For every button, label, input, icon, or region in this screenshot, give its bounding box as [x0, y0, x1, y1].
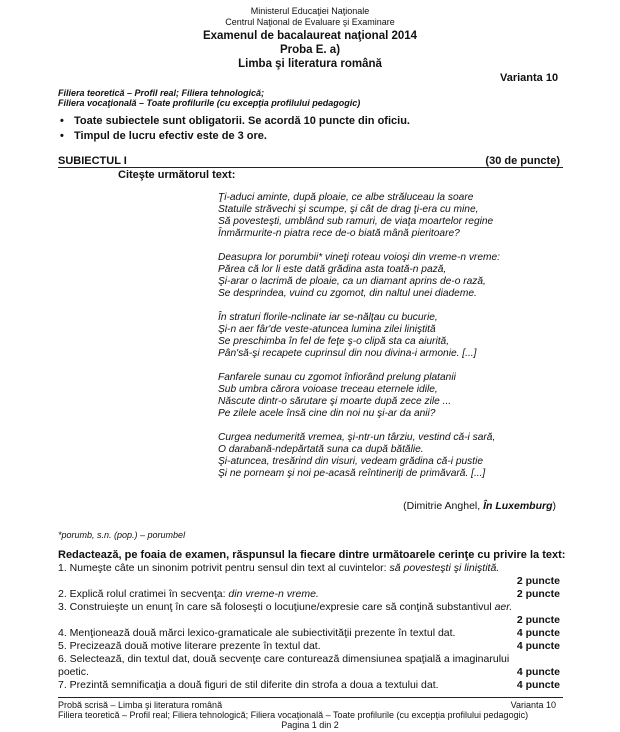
- poem-line: Şi-n aer fâr'de veste-atuncea lumina zilei liniştită: [218, 324, 436, 335]
- poem-line: Statuile străvechi şi scumpe, şi cât de drag ţi-era cu mine,: [218, 204, 479, 215]
- task-4-points: 4 puncte: [516, 627, 560, 639]
- instruction-2: [60, 130, 267, 142]
- poem-line: Deasupra lor porumbii* vineţi roteau voioşi din vreme-n vreme:: [218, 252, 500, 263]
- attribution-close: ): [552, 500, 556, 512]
- section-points: (30 de puncte): [485, 155, 560, 167]
- poem-line: Sub umbra cărora voioase treceau eternele idile,: [218, 384, 438, 395]
- poem-stanza: [218, 432, 500, 480]
- poem-stanza: [218, 372, 500, 420]
- task-2: [58, 588, 319, 600]
- poem-line: În straturi florile-nclinate iar se-nălţau cu bucurie,: [218, 312, 438, 323]
- section-divider: [58, 167, 563, 168]
- tasks-intro: Redactează, pe foaia de examen, răspunsul la fiecare dintre următoarele cerinţe cu privire la text:: [58, 549, 566, 561]
- poem-line: Ţi-aduci aminte, după ploaie, ce albe străluceau la soare: [218, 192, 474, 203]
- footer-page-number: Pagina 1 din 2: [281, 720, 339, 730]
- filiera-line-1: Filiera teoretică – Profil real; Filiera tehnologică;: [58, 88, 265, 98]
- poem-line: Să povesteşti, umblând sub ramuri, de viaţa moartelor regine: [218, 216, 494, 227]
- poem-stanza: [218, 312, 500, 360]
- poem-line: Curgea nedumerită vremea, şi-ntr-un târziu, vestind că-i sară,: [218, 432, 496, 443]
- work-title: În Luxemburg: [483, 500, 553, 512]
- variant-label: Varianta 10: [500, 72, 559, 84]
- ministry-name: Ministerul Educaţiei Naţionale: [250, 6, 370, 16]
- footer-divider: [58, 697, 563, 698]
- task-5: 5. Precizează două motive literare prezente în textul dat.: [58, 640, 321, 652]
- task-6: 6. Selectează, din textul dat, două secvenţe care conturează dimensiunea spaţială a imaginarului: [58, 653, 510, 665]
- poem: [218, 192, 500, 480]
- poem-line: Pân'să-şi recapete cuprinsul din nou divina-i armonie. [...]: [218, 348, 477, 359]
- footer-filiera: Filiera teoretică – Profil real; Filiera tehnologică; Filiera vocaţională – Toate profilurile (cu excepţia profilului pedagogic): [58, 710, 529, 720]
- footnote: *porumb, s.n. (pop.) – porumbel: [58, 530, 186, 540]
- task-1-points: 2 puncte: [516, 575, 560, 587]
- poem-line: Pe zilele acele însă cine din noi nu şi-ar da anii?: [218, 408, 436, 419]
- exam-title: Examenul de bacalaureat naţional 2014: [202, 30, 418, 42]
- task-quote: din vreme-n vreme.: [228, 588, 319, 600]
- poem-line: Înmărmurite-n piatra rece de-o biată mână pieritoare?: [218, 228, 460, 239]
- task-4: 4. Menţionează două mărci lexico-gramaticale ale subiectivităţii prezente în textul dat.: [58, 627, 456, 639]
- task-text: 1. Numeşte câte un sinonim potrivit pentru sensul din text al cuvintelor:: [58, 562, 390, 574]
- bullet-icon: •: [60, 130, 64, 142]
- task-6-points: 4 puncte: [516, 666, 560, 678]
- task-2-points: 2 puncte: [516, 588, 560, 600]
- instruction-1: [60, 115, 410, 127]
- subject-title: Limba şi literatura română: [238, 58, 382, 70]
- task-1: [58, 562, 499, 574]
- poem-stanza: [218, 252, 500, 300]
- filiera-line-2: Filiera vocaţională – Toate profilurile (cu excepţia profilului pedagogic): [58, 98, 361, 108]
- center-name: Centrul Naţional de Evaluare şi Examinare: [225, 17, 395, 27]
- section-title: SUBIECTUL I: [58, 155, 127, 167]
- poem-line: Se preschimba în fel de feţe ş-o clipă sta ca aiurită,: [218, 336, 450, 347]
- task-7: 7. Prezintă semnificaţia a două figuri de stil diferite din strofa a doua a textului dat.: [58, 679, 439, 691]
- poem-line: Părea că lor li este dată grădina asta toată-n pază,: [218, 264, 447, 275]
- poem-line: O darabană-ndepărtată suna ca după bătălie.: [218, 444, 424, 455]
- poem-line: Şi ne porneam şi noi pe-acasă reîntineriţi de primăvară. [...]: [218, 468, 486, 479]
- bullet-icon: •: [60, 115, 64, 127]
- task-6-continued: poetic.: [58, 666, 89, 678]
- instruction-text: Toate subiectele sunt obligatorii. Se acordă 10 puncte din oficiu.: [74, 115, 410, 127]
- task-7-points: 4 puncte: [516, 679, 560, 691]
- task-quote: să povesteşti şi liniştită.: [389, 562, 500, 574]
- task-quote: aer.: [494, 601, 513, 613]
- proba-label: Proba E. a): [279, 44, 341, 56]
- task-text: 2. Explică rolul cratimei în secvenţa:: [58, 588, 229, 600]
- poem-line: Şi-atuncea, tresărind din visuri, vedeam grădina că-i pustie: [218, 456, 484, 467]
- poem-line: Fanfarele sunau cu zgomot înfiorând prelung platanii: [218, 372, 456, 383]
- instruction-text: Timpul de lucru efectiv este de 3 ore.: [74, 130, 267, 142]
- poem-line: Se desprindea, vuind cu zgomot, din naltul unei diademe.: [218, 288, 477, 299]
- poem-attribution: [403, 500, 556, 512]
- task-3-points: 2 puncte: [516, 614, 560, 626]
- task-5-points: 4 puncte: [516, 640, 560, 652]
- poem-line: Născute dintr-o sărutare şi moarte după zece zile ...: [218, 396, 452, 407]
- task-text: 3. Construieşte un enunţ în care să foloseşti o locuţiune/expresie care să conţină substantivul: [58, 601, 495, 613]
- read-instruction: Citeşte următorul text:: [118, 169, 236, 181]
- footer-exam-label: Probă scrisă – Limba şi literatura română: [58, 700, 223, 710]
- author-name: (Dimitrie Anghel,: [403, 500, 484, 512]
- task-3: [58, 601, 512, 613]
- poem-line: Şi-arar o lacrimă de ploaie, ca un diamant aprins de-o rază,: [218, 276, 486, 287]
- footer-variant: Varianta 10: [510, 700, 556, 710]
- poem-stanza: [218, 192, 500, 240]
